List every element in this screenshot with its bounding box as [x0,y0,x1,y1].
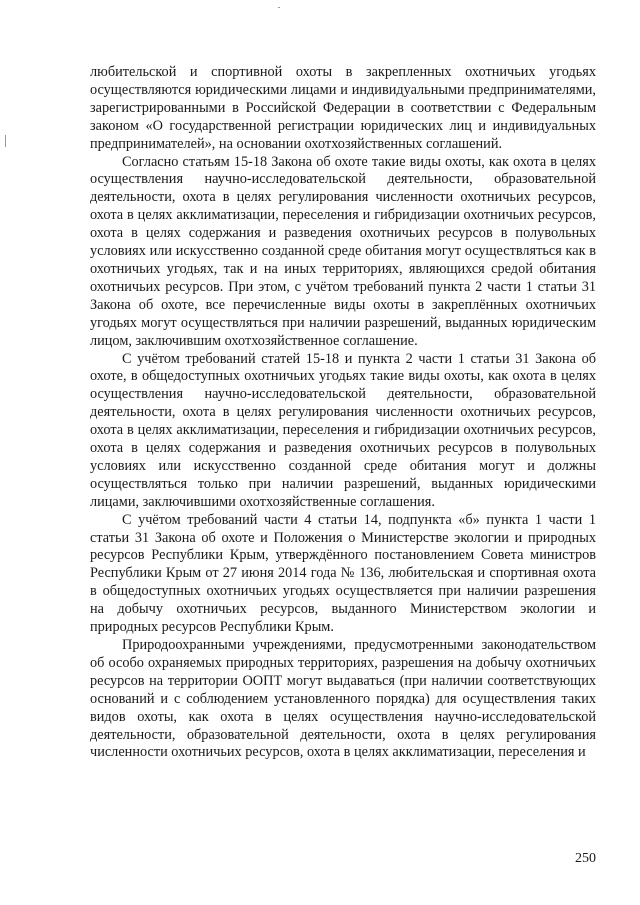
paragraph-amateur-sport-hunting: С учётом требований части 4 статьи 14, подпункта «б» пункта 1 части 1 статьи 31 Закона об охоте и Положения о Министерстве экологии и природных ресурсов Республики Крым, утверждённого постановлением Совета министров Республики Крым от 27 июня 2014 года № 136, любительская и спортивная охота в общедоступных охотничьих угодьях осуществляется при наличии разрешения на добычу охотничьих ресурсов, выданного Министерством экологии и природных ресурсов Республики Крым. [90,511,596,636]
paragraph-public-hunting-grounds: С учётом требований статей 15-18 и пункта 2 части 1 статьи 31 Закона об охоте, в общедоступных охотничьих угодьях такие виды охоты, как охота в целях осуществления научно-исследовательской деятельности, образовательной деятельности, охота в целях регулирования численности охотничьих ресурсов, охота в целях акклиматизации, переселения и гибридизации охотничьих ресурсов, охота в целях содержания и разведения охотничьих ресурсов в полувольных условиях или искусственно созданной среде обитания могут и должны осуществляться только при наличии разрешений, выданных юридическими лицами, заключившими охотхозяйственные соглашения. [90,350,596,510]
document-body [90,64,596,762]
paragraph-continuation: любительской и спортивной охоты в закрепленных охотничьих угодьях осуществляются юридическими лицами и индивидуальными предпринимателями, зарегистрированными в Российской Федерации в соответствии с Федеральным законом «О государственной регистрации юридических лиц и индивидуальных предпринимателей», на основании охотхозяйственных соглашений. [90,64,596,152]
page-number: 250 [575,851,596,866]
paragraph-articles-15-18: Согласно статьям 15-18 Закона об охоте такие виды охоты, как охота в целях осуществления научно-исследовательской деятельности, образовательной деятельности, охота в целях регулирования численности охотничьих ресурсов, охота в целях акклиматизации, переселения и гибридизации охотничьих ресурсов, охота в целях содержания и разведения охотничьих ресурсов в полувольных условиях или искусственно созданной среде обитания могут осуществляться как в охотничьих угодьях, так и на иных территориях, являющихся средой обитания охотничьих ресурсов. При этом, с учётом требований пункта 2 части 1 статьи 31 Закона об охоте, все перечисленные виды охоты в закреплённых охотничьих угодьях могут осуществляться при наличии разрешений, выданных юридическим лицом, заключившим охотхозяйственное соглашение. [90,153,596,349]
paragraph-protected-areas: Природоохранными учреждениями, предусмотренными законодательством об особо охраняемых природных территориях, разрешения на добычу охотничьих ресурсов на территории ООПТ могут выдаваться (при наличии соответствующих оснований и с соблюдением установленного порядка) для осуществления таких видов охоты, как охота в целях осуществления научно-исследовательской деятельности, образовательной деятельности, охота в целях регулирования численности охотничьих ресурсов, охота в целях акклиматизации, переселения и [90,637,596,761]
scan-mark-top [278,7,280,8]
scan-mark-left [5,135,6,147]
